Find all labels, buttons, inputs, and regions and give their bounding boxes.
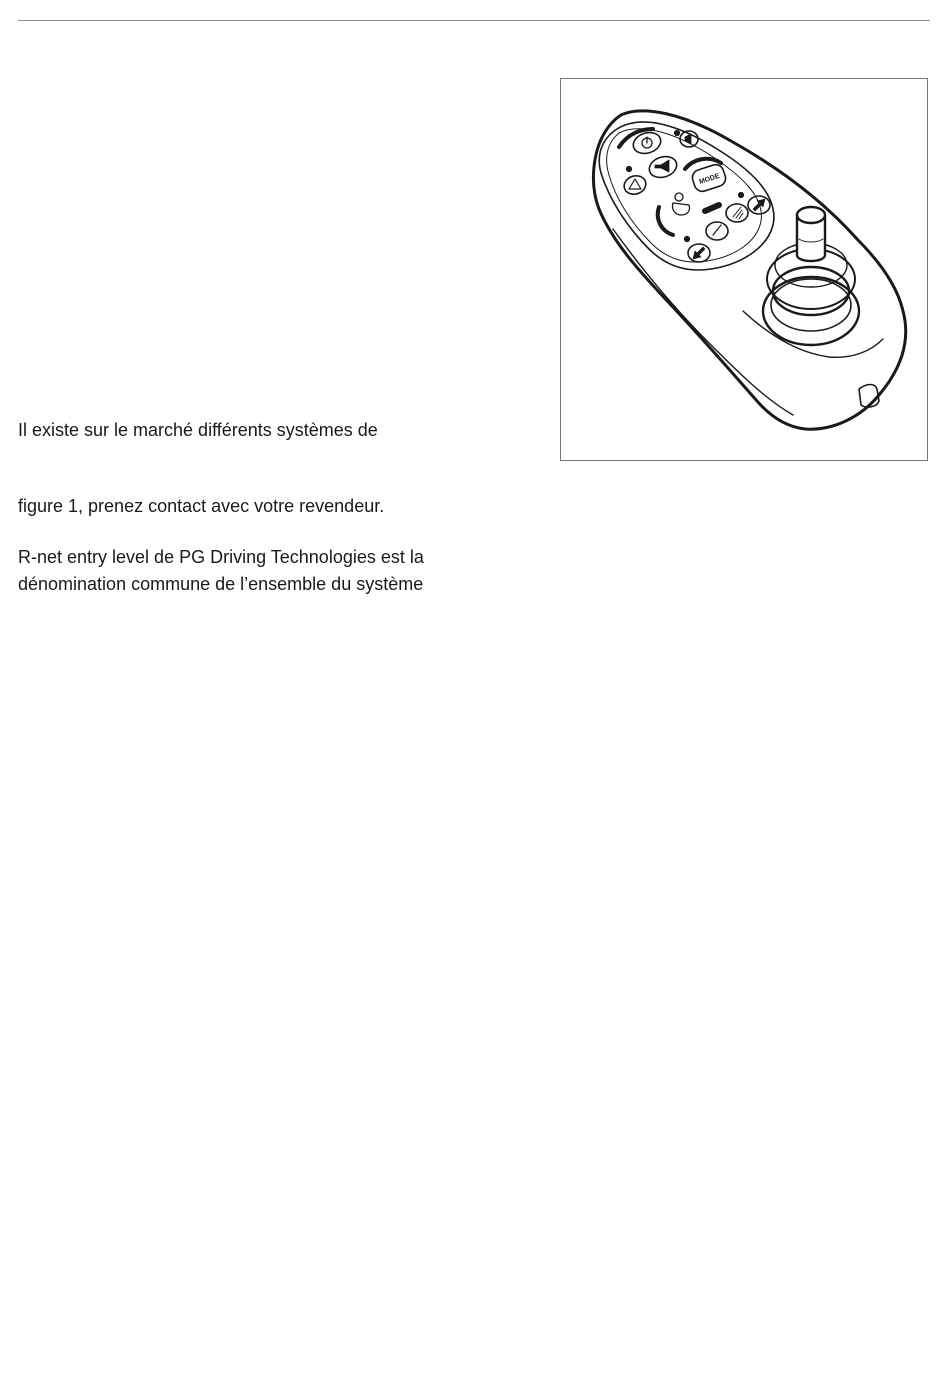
speed-decrease-icon	[713, 225, 721, 235]
paragraph-rnet-description	[18, 544, 424, 598]
left-indicator-icon	[693, 247, 705, 259]
speed-increase-icon	[733, 207, 743, 219]
light-icon	[685, 134, 691, 144]
hazard-button	[622, 173, 648, 197]
figure-joystick-controller	[560, 78, 928, 461]
paragraph-intro: Il existe sur le marché différents systèmes de	[18, 420, 378, 440]
speed-decrease-button	[706, 222, 728, 240]
header-rule	[18, 20, 930, 21]
right-indicator-icon	[753, 199, 765, 211]
power-icon	[642, 137, 652, 148]
paragraph-contact-dealer: figure 1, prenez contact avec votre revendeur.	[18, 496, 385, 516]
horn-icon	[655, 160, 669, 172]
speed-increase-button	[726, 204, 748, 222]
joystick-controller-illustration	[561, 79, 927, 460]
paragraph-line: R-net entry level de PG Driving Technologies est la	[18, 547, 424, 567]
paragraph-line: dénomination commune de l’ensemble du système	[18, 574, 424, 594]
mode-label: MODE	[698, 172, 721, 186]
hazard-icon	[629, 179, 641, 189]
control-panel	[599, 122, 774, 270]
wheelchair-icon	[672, 193, 689, 215]
